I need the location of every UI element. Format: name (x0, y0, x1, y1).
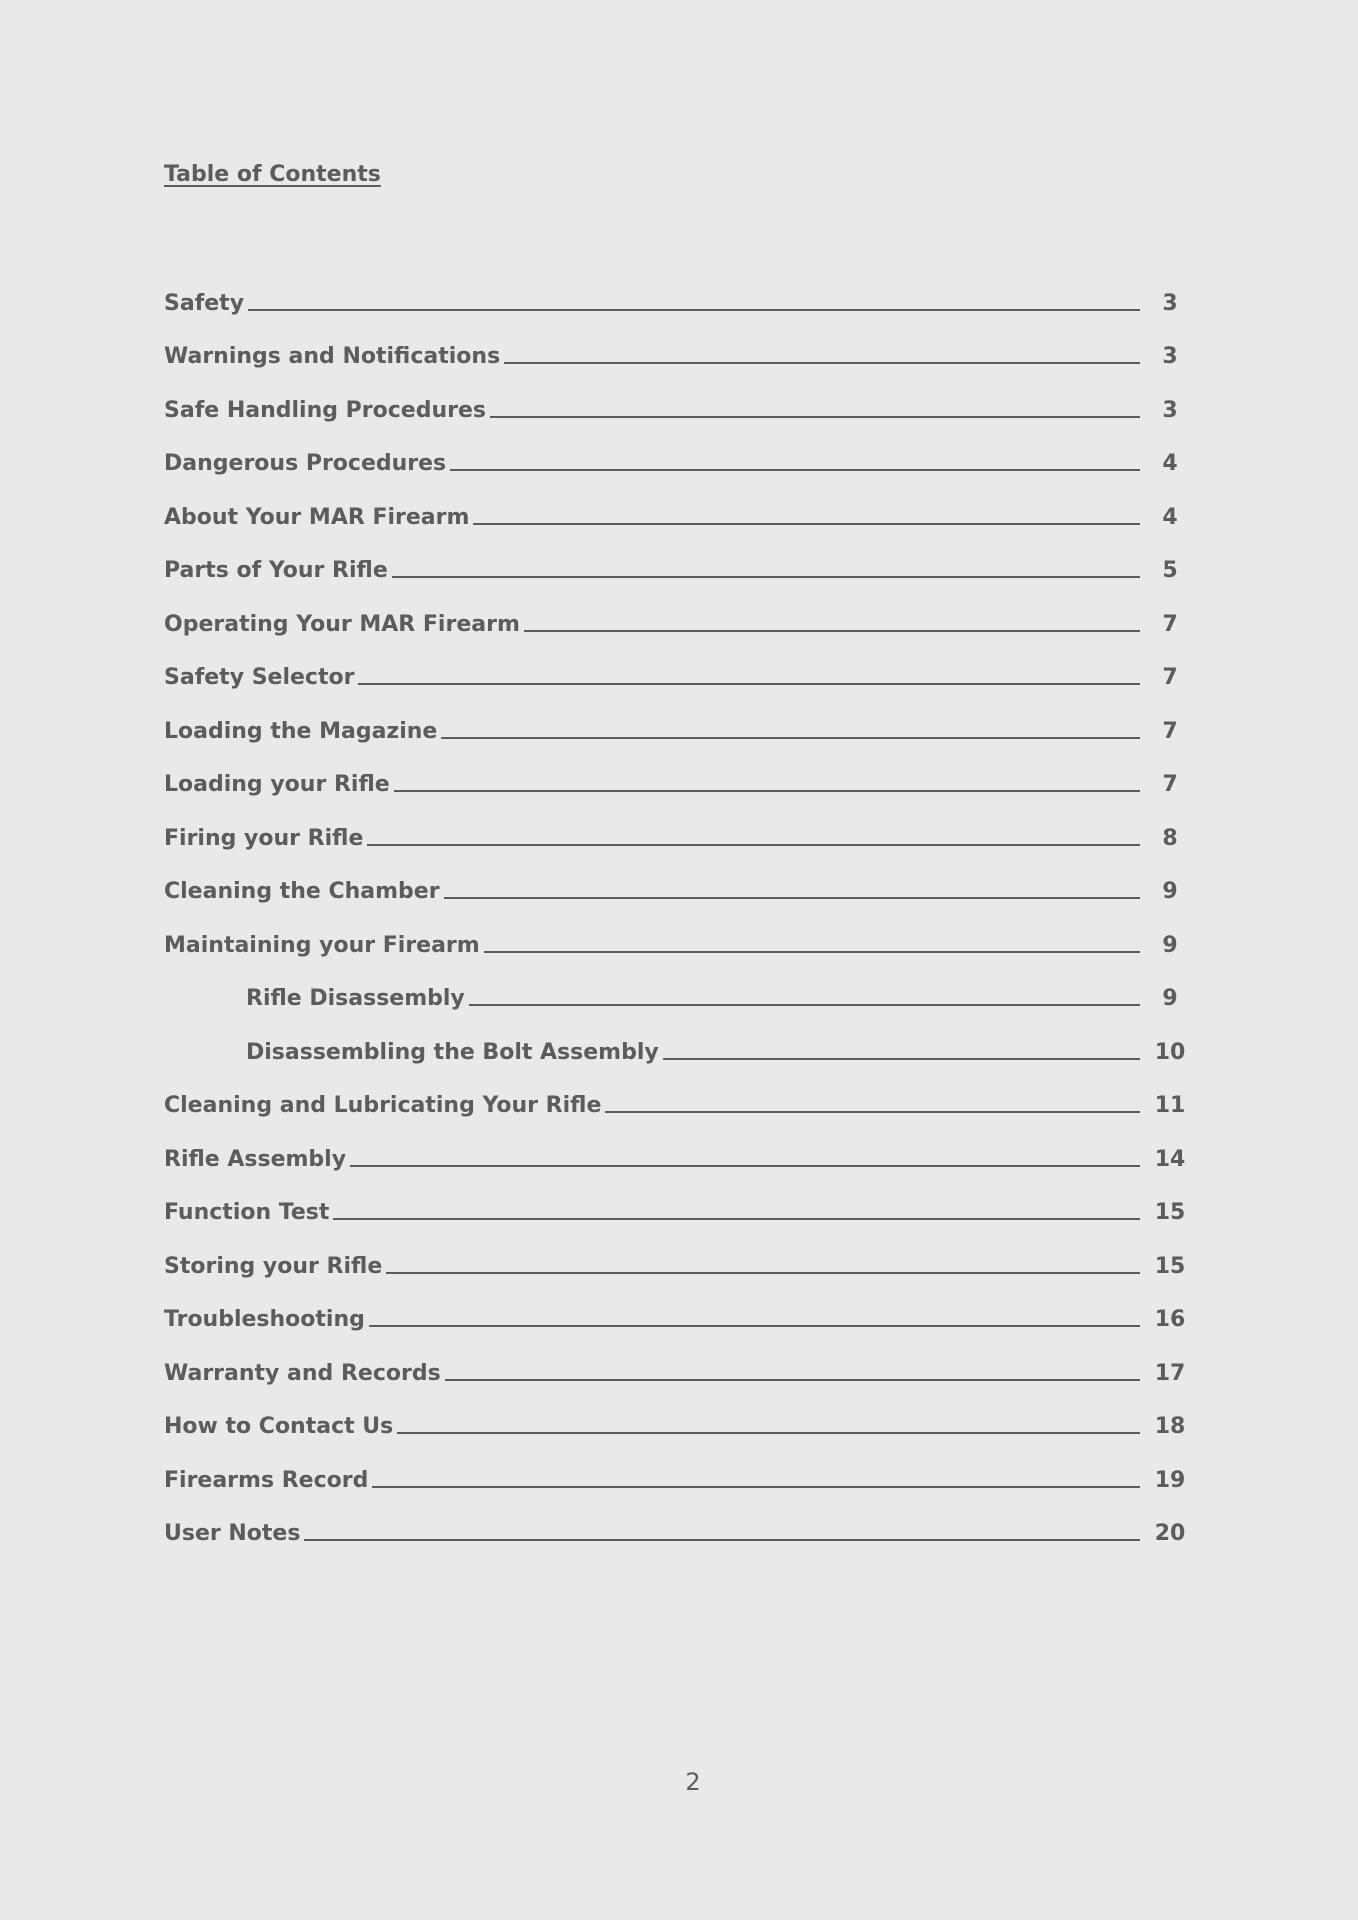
toc-leader-line (248, 309, 1140, 311)
toc-leader-line (367, 844, 1140, 846)
toc-leader-line (504, 362, 1140, 364)
toc-entry-page: 7 (1162, 772, 1178, 797)
toc-list (164, 262, 1194, 1546)
toc-entry[interactable] (164, 1172, 1194, 1226)
toc-entry-label: Dangerous Procedures (164, 451, 447, 476)
toc-entry-page: 5 (1162, 558, 1178, 583)
toc-entry-page: 19 (1154, 1467, 1186, 1493)
toc-entry-label: Loading your Rifle (164, 772, 390, 797)
toc-entry[interactable] (164, 1065, 1194, 1119)
toc-entry-page: 11 (1154, 1093, 1186, 1118)
toc-entry-label: User Notes (164, 1521, 301, 1546)
toc-entry-label: Warnings and Notifications (164, 344, 501, 369)
page-number: 2 (685, 1768, 701, 1796)
toc-entry-label: Firearms Record (164, 1467, 369, 1493)
toc-entry-page: 4 (1162, 504, 1178, 530)
toc-entry-page: 15 (1154, 1253, 1186, 1279)
toc-leader-line (490, 416, 1140, 418)
toc-entry[interactable] (164, 316, 1194, 370)
toc-entry-label: Loading the Magazine (164, 718, 438, 744)
toc-leader-line (350, 1165, 1140, 1167)
toc-leader-line (386, 1272, 1140, 1274)
toc-entry-label: Maintaining your Firearm (164, 932, 480, 958)
toc-entry-label: Firing your Rifle (164, 825, 364, 851)
toc-leader-line (450, 469, 1140, 471)
toc-entry[interactable] (164, 1439, 1194, 1493)
toc-leader-line (605, 1111, 1140, 1113)
toc-entry-page: 4 (1162, 451, 1178, 476)
toc-entry-page: 20 (1154, 1521, 1186, 1546)
toc-entry-label: Operating Your MAR Firearm (164, 611, 520, 637)
toc-leader-line (473, 523, 1140, 525)
toc-entry-page: 10 (1154, 1039, 1186, 1065)
toc-entry-label: Safety (164, 290, 245, 316)
toc-leader-line (369, 1325, 1140, 1327)
toc-entry[interactable] (164, 423, 1194, 477)
toc-entry-page: 18 (1154, 1414, 1186, 1439)
toc-entry[interactable] (164, 1386, 1194, 1440)
toc-leader-line (392, 576, 1140, 578)
toc-entry[interactable] (164, 1279, 1194, 1333)
toc-entry-page: 7 (1162, 665, 1178, 690)
toc-entry-page: 3 (1162, 344, 1178, 369)
toc-entry-page: 3 (1162, 397, 1178, 423)
toc-entry-label: Parts of Your Rifle (164, 558, 388, 583)
toc-heading: Table of Contents (164, 162, 381, 187)
toc-leader-line (469, 1004, 1140, 1006)
toc-entry[interactable] (164, 851, 1194, 905)
toc-leader-line (484, 951, 1140, 953)
toc-entry-label: Storing your Rifle (164, 1253, 383, 1279)
toc-entry[interactable] (164, 1493, 1194, 1547)
toc-entry[interactable] (164, 583, 1194, 637)
toc-entry-label: How to Contact Us (164, 1414, 394, 1439)
toc-entry-page: 8 (1162, 825, 1178, 851)
toc-entry-page: 15 (1154, 1200, 1186, 1225)
toc-leader-line (441, 737, 1140, 739)
toc-entry[interactable] (164, 637, 1194, 691)
toc-entry[interactable] (164, 690, 1194, 744)
toc-entry-page: 16 (1154, 1307, 1186, 1332)
toc-entry-label: Cleaning the Chamber (164, 879, 440, 904)
toc-entry-label: Cleaning and Lubricating Your Rifle (164, 1093, 602, 1118)
toc-entry[interactable] (164, 369, 1194, 423)
toc-entry[interactable] (164, 1225, 1194, 1279)
toc-entry-label: Safe Handling Procedures (164, 397, 486, 423)
toc-entry-label: Disassembling the Bolt Assembly (246, 1039, 659, 1065)
toc-entry-page: 9 (1162, 879, 1178, 904)
toc-entry[interactable] (164, 958, 1194, 1012)
toc-entry[interactable] (164, 1332, 1194, 1386)
toc-entry[interactable] (164, 530, 1194, 584)
toc-leader-line (372, 1486, 1140, 1488)
toc-leader-line (304, 1539, 1140, 1541)
toc-entry-page: 17 (1154, 1360, 1186, 1386)
toc-entry-page: 3 (1162, 290, 1178, 316)
toc-entry-page: 9 (1162, 932, 1178, 958)
toc-entry-label: Rifle Disassembly (246, 986, 465, 1011)
toc-entry[interactable] (164, 744, 1194, 798)
toc-entry-page: 9 (1162, 986, 1178, 1011)
toc-entry-page: 7 (1162, 611, 1178, 637)
toc-entry-label: Safety Selector (164, 665, 355, 690)
toc-entry[interactable] (164, 797, 1194, 851)
toc-leader-line (445, 1379, 1140, 1381)
toc-entry[interactable] (164, 904, 1194, 958)
toc-leader-line (663, 1058, 1140, 1060)
toc-entry[interactable] (164, 476, 1194, 530)
toc-entry-label: Function Test (164, 1200, 330, 1225)
toc-entry[interactable] (164, 1011, 1194, 1065)
toc-leader-line (394, 790, 1140, 792)
toc-entry-page: 14 (1154, 1146, 1186, 1172)
toc-leader-line (333, 1218, 1140, 1220)
toc-leader-line (358, 683, 1140, 685)
toc-entry-label: Warranty and Records (164, 1360, 441, 1386)
toc-entry[interactable] (164, 1118, 1194, 1172)
toc-entry-label: Troubleshooting (164, 1307, 365, 1332)
toc-leader-line (524, 630, 1140, 632)
toc-entry[interactable] (164, 262, 1194, 316)
toc-leader-line (397, 1432, 1140, 1434)
toc-leader-line (444, 897, 1140, 899)
toc-entry-page: 7 (1162, 718, 1178, 744)
toc-entry-label: About Your MAR Firearm (164, 504, 470, 530)
toc-entry-label: Rifle Assembly (164, 1146, 347, 1172)
